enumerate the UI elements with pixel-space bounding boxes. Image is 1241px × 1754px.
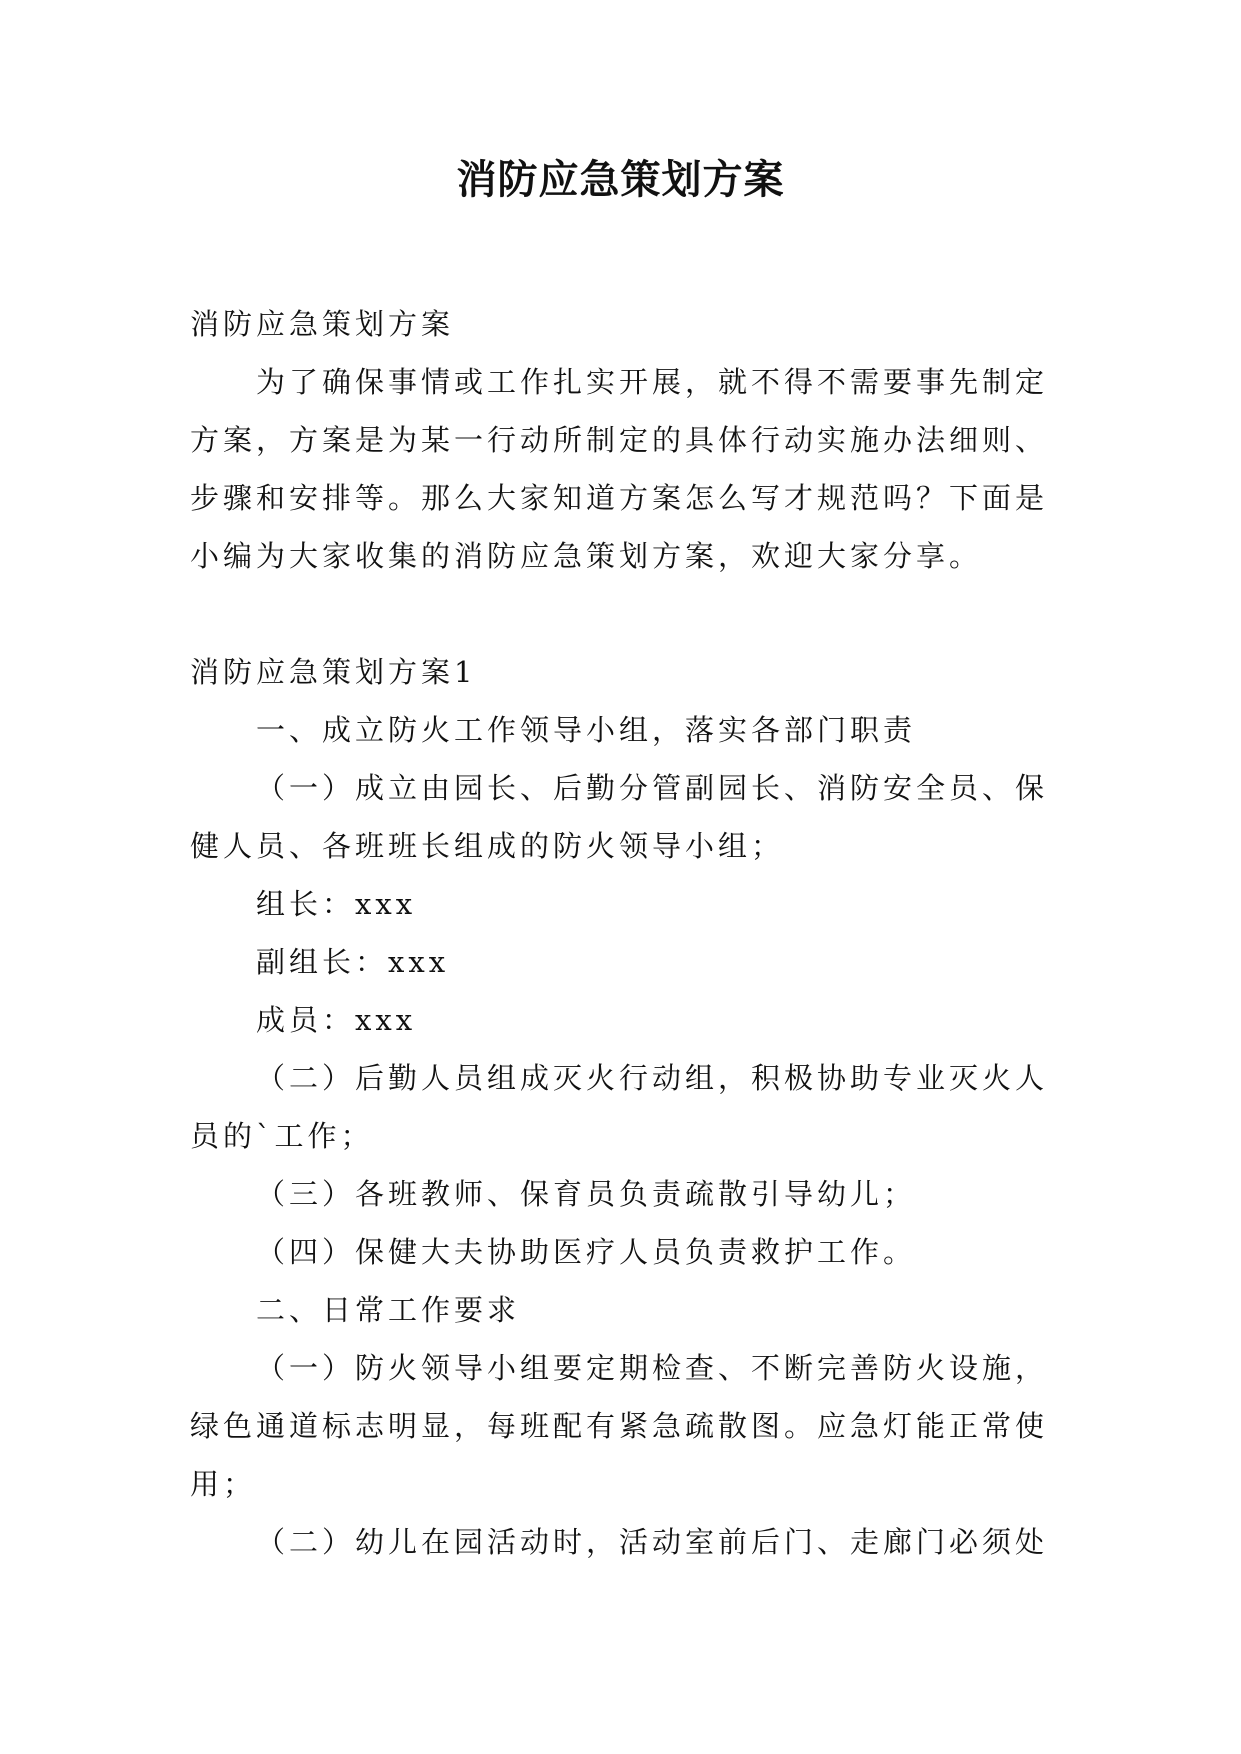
paragraph-item: （一）成立由园长、后勤分管副园长、消防安全员、保健人员、各班班长组成的防火领导小组； — [190, 771, 1049, 863]
paragraph-item: 一、成立防火工作领导小组，落实各部门职责 — [256, 713, 917, 747]
paragraph-spacer — [190, 585, 1056, 643]
paragraph-item: （二）幼儿在园活动时，活动室前后门、走廊门必须处 — [256, 1525, 1049, 1559]
paragraph-item: （三）各班教师、保育员负责疏散引导幼儿； — [256, 1177, 917, 1211]
paragraph-item: 组长：xxx — [256, 887, 417, 921]
document-title: 消防应急策划方案 — [456, 156, 785, 203]
paragraph-intro: 为了确保事情或工作扎实开展，就不得不需要事先制定方案，方案是为某一行动所制定的具体行动实施办法细则、步骤和安排等。那么大家知道方案怎么写才规范吗？下面是小编为大家收集的消防应急策划方案，欢迎大家分享。 — [190, 365, 1049, 573]
paragraph-item: 成员：xxx — [256, 1003, 417, 1037]
paragraph-section-heading: 消防应急策划方案1 — [190, 655, 477, 689]
paragraph-item: 副组长：xxx — [256, 945, 450, 979]
paragraph-heading-intro: 消防应急策划方案 — [190, 307, 455, 341]
paragraph-item: （四）保健大夫协助医疗人员负责救护工作。 — [256, 1235, 917, 1269]
paragraph-item: 二、日常工作要求 — [256, 1293, 521, 1327]
paragraph-item: （二）后勤人员组成灭火行动组，积极协助专业灭火人员的`工作； — [190, 1061, 1049, 1153]
document-body — [190, 295, 1056, 1571]
paragraph-item: （一）防火领导小组要定期检查、不断完善防火设施，绿色通道标志明显，每班配有紧急疏散图。应急灯能正常使用； — [190, 1351, 1049, 1501]
